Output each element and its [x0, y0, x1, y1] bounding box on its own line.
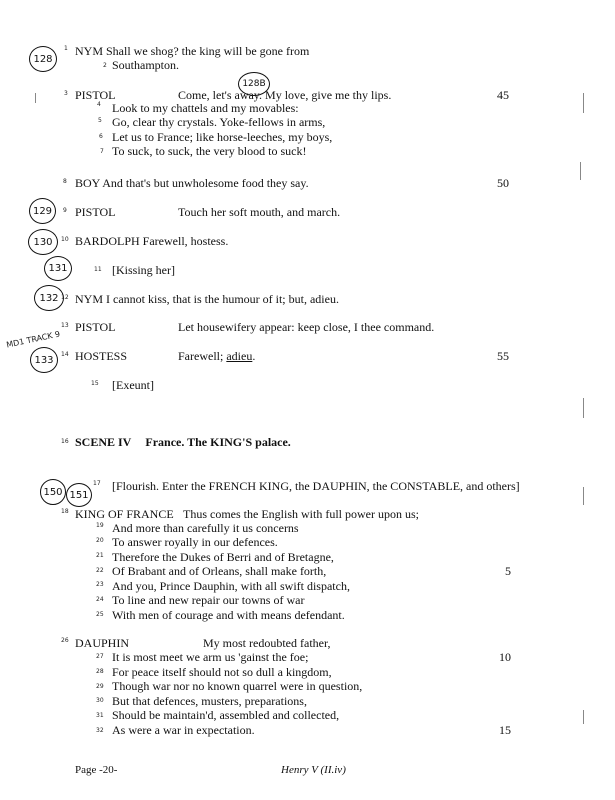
hand-line-number: 25	[96, 611, 104, 618]
hand-line-number: 12	[61, 294, 69, 301]
hand-line-number: 9	[63, 207, 67, 214]
speaker-name: KING OF FRANCE	[75, 507, 174, 521]
speech-fragment: .	[252, 349, 256, 363]
right-line-number: 15	[499, 723, 511, 737]
margin-mark	[583, 398, 584, 418]
hand-line-number: 6	[99, 133, 103, 140]
stage-direction: [Kissing her]	[112, 263, 175, 277]
handwritten-note: MD1 TRACK 9	[5, 329, 61, 350]
margin-mark	[35, 93, 36, 103]
hand-line-number: 13	[61, 322, 69, 329]
stage-direction: [Exeunt]	[112, 378, 154, 392]
speech-line: NYM I cannot kiss, that is the humour of it; but, adieu.	[75, 292, 339, 306]
hand-line-number: 22	[96, 567, 104, 574]
hand-line-number: 20	[96, 537, 104, 544]
speech-line: And you, Prince Dauphin, with all swift dispatch,	[112, 579, 350, 593]
hand-line-number: 21	[96, 552, 104, 559]
hand-line-number: 23	[96, 581, 104, 588]
speech-line: To line and new repair our towns of war	[112, 593, 305, 607]
hand-line-number: 4	[97, 101, 101, 108]
speech-line: Go, clear thy crystals. Yoke-fellows in arms,	[112, 115, 326, 129]
speaker-name: HOSTESS	[75, 349, 128, 363]
speech-line: Thus comes the English with full power upon us;	[183, 507, 419, 521]
right-line-number: 45	[497, 88, 509, 102]
speech-line: BOY And that's but unwholesome food they say.	[75, 176, 309, 190]
speech-line: But that defences, musters, preparations,	[112, 694, 307, 708]
hand-line-number: 10	[61, 236, 69, 243]
circled-number: 151	[66, 483, 92, 507]
speech-fragment: My love, give me thy lips.	[265, 88, 392, 102]
circled-number: 128	[29, 46, 57, 72]
hand-line-number: 27	[96, 653, 104, 660]
hand-line-number: 24	[96, 596, 104, 603]
speech-line: NYM Shall we shog? the king will be gone from	[75, 44, 310, 58]
speech-line: Though war nor no known quarrel were in question,	[112, 679, 363, 693]
circled-number: 132	[34, 285, 64, 311]
speech-line: For peace itself should not so dull a kingdom,	[112, 665, 332, 679]
speech-line: It is most meet we arm us 'gainst the foe;	[112, 650, 309, 664]
speech-line	[178, 88, 391, 102]
speech-line: To answer royally in our defences.	[112, 535, 278, 549]
hand-line-number: 2	[103, 62, 107, 69]
speech-line: My most redoubted father,	[203, 636, 331, 650]
hand-line-number: 17	[93, 480, 101, 487]
page-number: Page -20-	[75, 764, 118, 776]
right-line-number: 10	[499, 650, 511, 664]
hand-line-number: 30	[96, 697, 104, 704]
speech-line: With men of courage and with means defendant.	[112, 608, 345, 622]
right-line-number: 50	[497, 176, 509, 190]
speaker-name: PISTOL	[75, 205, 116, 219]
speech-fragment: Farewell;	[178, 349, 227, 363]
speech-line: Of Brabant and of Orleans, shall make forth,	[112, 564, 327, 578]
speech-fragment: Come, let's away.	[178, 88, 266, 102]
margin-mark	[583, 710, 584, 724]
hand-line-number: 29	[96, 683, 104, 690]
speech-line: Therefore the Dukes of Berri and of Bretagne,	[112, 550, 334, 564]
circled-number: 131	[44, 256, 72, 281]
scene-label: SCENE IV	[75, 435, 132, 449]
speech-line	[178, 349, 255, 363]
hand-line-number: 7	[100, 148, 104, 155]
speaker-name: PISTOL	[75, 320, 116, 334]
speech-line: As were a war in expectation.	[112, 723, 255, 737]
hand-line-number: 19	[96, 522, 104, 529]
circled-number: 128B	[238, 72, 270, 96]
hand-line-number: 16	[61, 438, 69, 445]
hand-line-number: 15	[91, 380, 99, 387]
circled-number: 150	[40, 479, 66, 505]
speech-line: BARDOLPH Farewell, hostess.	[75, 234, 229, 248]
circled-number: 130	[28, 229, 58, 255]
scene-title: France. The KING'S palace.	[145, 435, 291, 449]
speech-line: Southampton.	[112, 58, 180, 72]
hand-line-number: 5	[98, 117, 102, 124]
speaker-name: DAUPHIN	[75, 636, 129, 650]
speech-line: Let housewifery appear: keep close, I thee command.	[178, 320, 435, 334]
hand-line-number: 11	[94, 266, 102, 273]
speech-line: And more than carefully it us concerns	[112, 521, 299, 535]
speech-line: Touch her soft mouth, and march.	[178, 205, 341, 219]
speaker-name: PISTOL	[75, 88, 116, 102]
scene-heading	[75, 435, 291, 449]
speech-line: Should be maintain'd, assembled and collected,	[112, 708, 340, 722]
hand-line-number: 32	[96, 727, 104, 734]
margin-mark	[583, 93, 584, 113]
hand-line-number: 26	[61, 637, 69, 644]
speech-line: To suck, to suck, the very blood to suck!	[112, 144, 307, 158]
hand-line-number: 8	[63, 178, 67, 185]
speech-line: Let us to France; like horse-leeches, my boys,	[112, 130, 333, 144]
hand-line-number: 3	[64, 90, 68, 97]
circled-number: 133	[30, 347, 58, 373]
play-title: Henry V (II.iv)	[281, 764, 346, 776]
hand-line-number: 28	[96, 668, 104, 675]
hand-line-number: 18	[61, 508, 69, 515]
margin-mark	[580, 162, 581, 180]
hand-line-number: 14	[61, 351, 69, 358]
stage-direction: [Flourish. Enter the FRENCH KING, the DAUPHIN, the CONSTABLE, and others]	[112, 479, 520, 493]
speech-line: Look to my chattels and my movables:	[112, 101, 299, 115]
right-line-number: 5	[505, 564, 511, 578]
hand-line-number: 31	[96, 712, 104, 719]
circled-number: 129	[29, 198, 56, 224]
underlined-word: adieu	[226, 349, 253, 363]
margin-mark	[583, 487, 584, 505]
right-line-number: 55	[497, 349, 509, 363]
hand-line-number: 1	[64, 45, 68, 52]
